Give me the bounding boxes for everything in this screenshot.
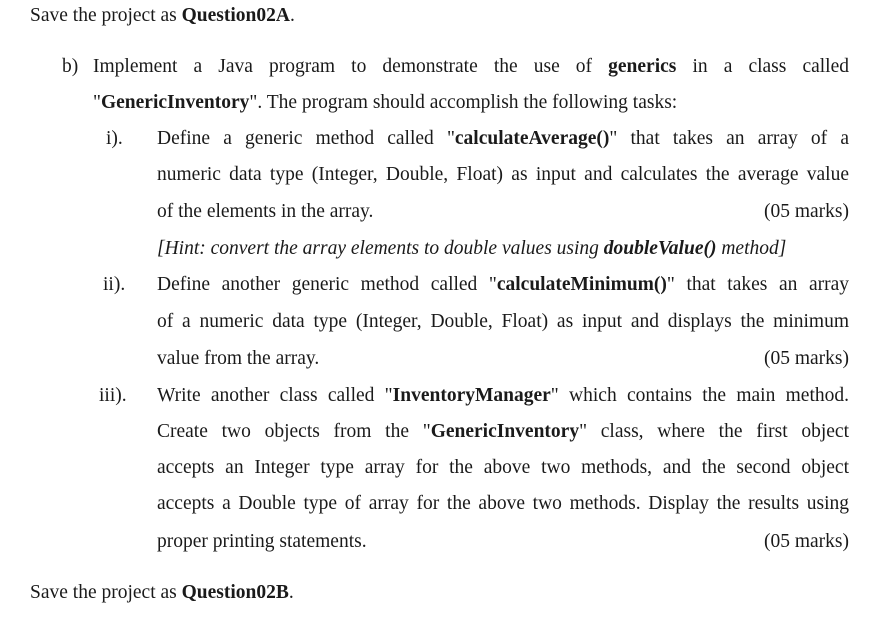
task-iii-label: iii). <box>99 385 127 406</box>
task-ii-marks: (05 marks) <box>763 348 849 369</box>
task-i-line3: of the elements in the array. <box>157 201 374 222</box>
task-iii-line1: Write another class called "InventoryManager" which contains the main method. <box>157 385 849 406</box>
part-b-intro-line2: "GenericInventory". The program should accomplish the following tasks: <box>93 92 678 113</box>
task-i-line2: numeric data type (Integer, Double, Float) as input and calculates the average value <box>157 164 849 185</box>
task-iii-line5: proper printing statements. <box>157 531 367 552</box>
task-ii-label: ii). <box>103 274 126 295</box>
save-instruction-b: Save the project as Question02B. <box>30 582 294 603</box>
task-i-label: i). <box>106 128 123 149</box>
project-name-a: Question02A <box>181 5 290 26</box>
task-iii-marks: (05 marks) <box>763 531 849 552</box>
task-iii-line3: accepts an Integer type array for the above two methods, and the second object <box>157 457 849 478</box>
part-b-intro-line1: Implement a Java program to demonstrate the use of generics in a class called <box>93 56 849 77</box>
project-name-b: Question02B <box>181 582 289 603</box>
task-ii-line2: of a numeric data type (Integer, Double, Float) as input and displays the minimum <box>157 311 849 332</box>
task-i-marks: (05 marks) <box>763 201 849 222</box>
task-i-line1: Define a generic method called "calculateAverage()" that takes an array of a <box>157 128 849 149</box>
task-ii-line1: Define another generic method called "calculateMinimum()" that takes an array <box>157 274 849 295</box>
task-ii-line3: value from the array. <box>157 348 320 369</box>
task-i-hint: [Hint: convert the array elements to double values using doubleValue() method] <box>157 238 787 259</box>
save-instruction-a: Save the project as Question02A. <box>30 5 295 26</box>
task-iii-line2: Create two objects from the "GenericInventory" class, where the first object <box>157 421 849 442</box>
part-b-label: b) <box>62 56 79 77</box>
task-iii-line4: accepts a Double type of array for the above two methods. Display the results using <box>157 493 849 514</box>
